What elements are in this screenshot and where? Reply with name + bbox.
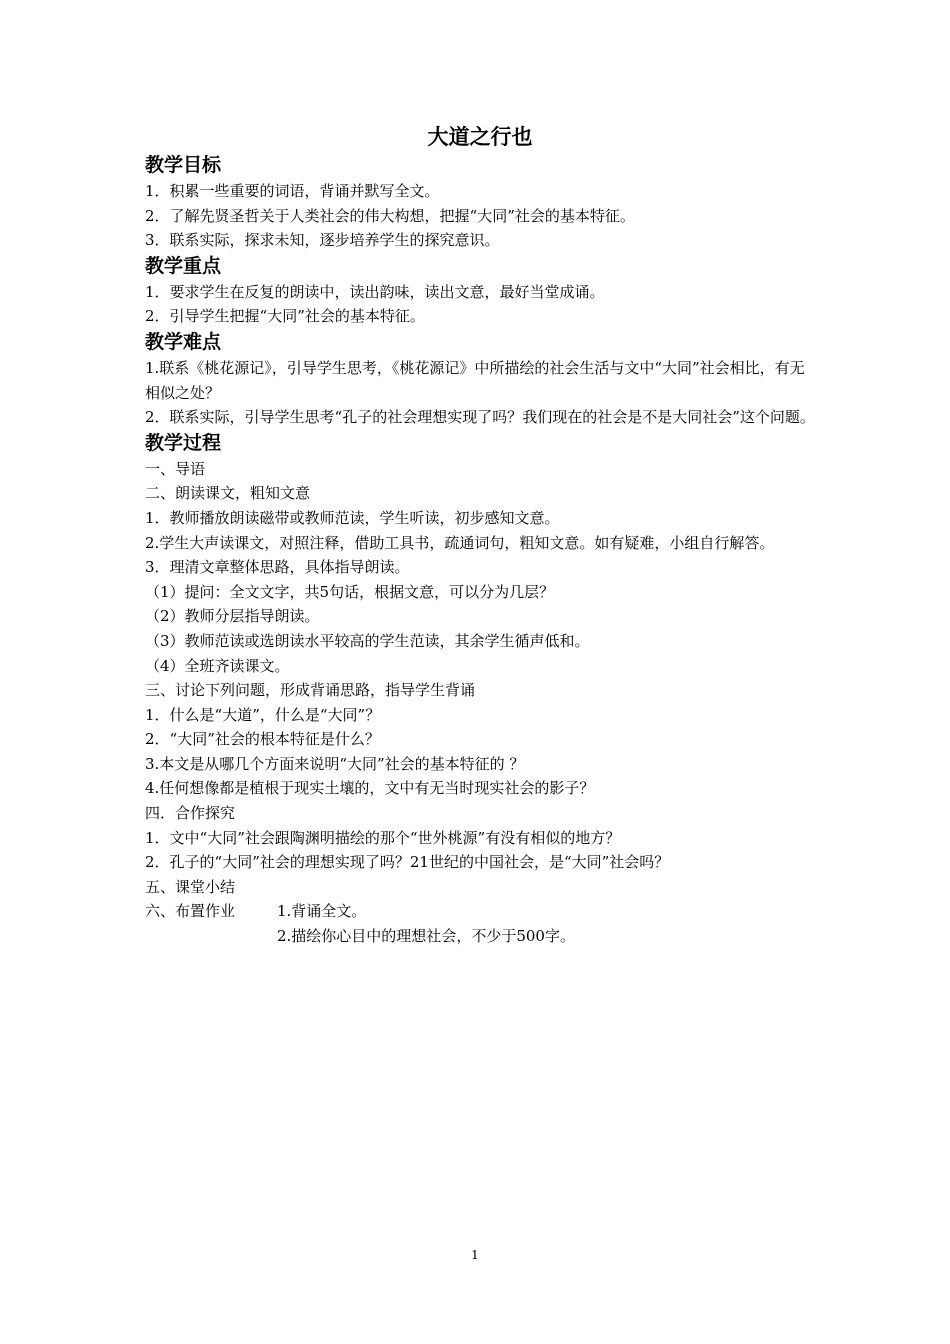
document-title: 大道之行也: [427, 125, 533, 149]
process-item: 2．“大同”社会的根本特征是什么？: [145, 730, 380, 749]
homework-label: 六、布置作业: [145, 902, 236, 921]
process-item: 1．文中“大同”社会跟陶渊明描绘的那个“世外桃源”有没有相似的地方？: [145, 828, 621, 847]
process-item: （2）教师分层指导朗读。: [145, 607, 320, 626]
section-heading-difficulties: 教学难点: [145, 330, 222, 353]
goal-item: 3．联系实际，探求未知，逐步培养学生的探究意识。: [145, 231, 500, 250]
process-item: 二、朗读课文，粗知文意: [145, 484, 311, 503]
page-number: 1: [471, 1248, 479, 1262]
difficulty-item: 2．联系实际，引导学生思考“孔子的社会理想实现了吗？我们现在的社会是不是大同社会”这个问题。: [145, 408, 815, 427]
section-heading-key-points: 教学重点: [145, 254, 222, 277]
process-item: 3.本文是从哪几个方面来说明“大同”社会的基本特征的 ？: [145, 754, 525, 773]
section-heading-goals: 教学目标: [145, 154, 222, 176]
homework-item: 1.背诵全文。: [277, 902, 367, 921]
goal-item: 2．了解先贤圣哲关于人类社会的伟大构想，把握“大同”社会的基本特征。: [145, 206, 635, 225]
process-item: 四．合作探究: [145, 804, 236, 823]
section-heading-process: 教学过程: [145, 431, 222, 454]
goal-item: 1．积累一些重要的词语，背诵并默写全文。: [145, 182, 440, 200]
process-item: 4.任何想像都是植根于现实土壤的，文中有无当时现实社会的影子？: [145, 779, 595, 798]
process-item: （3）教师范读或选朗读水平较高的学生范读，其余学生循声低和。: [145, 631, 590, 650]
process-item: 1．什么是“大道”，什么是“大同”？: [145, 705, 381, 724]
key-point-item: 2．引导学生把握“大同”社会的基本特征。: [145, 307, 425, 326]
key-point-item: 1．要求学生在反复的朗读中，读出韵味，读出文意，最好当堂成诵。: [145, 282, 605, 301]
difficulty-item: 1.联系《桃花源记》，引导学生思考，《桃花源记》中所描绘的社会生活与文中“大同”社会相比，有无相似之处？: [145, 358, 805, 402]
process-item: 2．孔子的“大同”社会的理想实现了吗？21世纪的中国社会，是“大同”社会吗？: [145, 853, 670, 872]
process-item: 三、讨论下列问题，形成背诵思路，指导学生背诵: [145, 681, 476, 700]
process-item: （4）全班齐读课文。: [145, 656, 290, 675]
document-body: [145, 122, 815, 949]
process-item: 2.学生大声读课文，对照注释，借助工具书，疏通词句，粗知文意。如有疑难，小组自行解答。: [145, 533, 775, 552]
process-item: 五、课堂小结: [145, 877, 236, 896]
process-item: 一、导语: [145, 459, 206, 478]
homework-item: 2.描绘你心目中的理想社会，不少于500字。: [277, 927, 575, 946]
process-item: 1．教师播放朗读磁带或教师范读，学生听读，初步感知文意。: [145, 508, 560, 527]
process-item: 3．理清文章整体思路，具体指导朗读。: [145, 558, 410, 577]
homework-row: [145, 899, 815, 924]
process-item: （1）提问：全文文字，共5句话，根据文意，可以分为几层？: [145, 582, 555, 601]
